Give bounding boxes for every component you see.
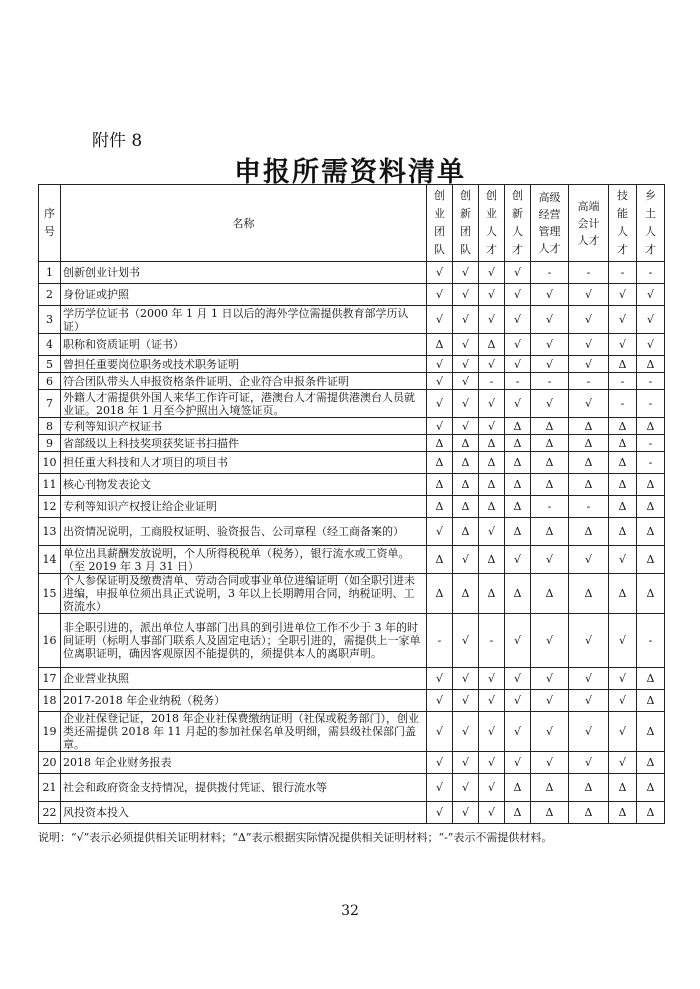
table-row xyxy=(39,334,665,356)
row-mark: Δ xyxy=(531,435,569,452)
row-mark: √ xyxy=(427,373,453,390)
row-mark: √ xyxy=(427,356,453,373)
row-mark: √ xyxy=(609,712,637,752)
row-mark: √ xyxy=(531,284,569,306)
row-index: 17 xyxy=(39,668,61,690)
row-index: 12 xyxy=(39,496,61,518)
row-mark: Δ xyxy=(453,496,479,518)
row-name: 符合团队带头人申报资格条件证明、企业符合申报条件证明 xyxy=(61,373,427,390)
table-row xyxy=(39,774,665,802)
row-mark: Δ xyxy=(479,435,505,452)
row-mark: √ xyxy=(479,668,505,690)
row-mark: Δ xyxy=(609,802,637,824)
table-row xyxy=(39,452,665,474)
row-mark: Δ xyxy=(637,774,665,802)
row-mark: Δ xyxy=(637,518,665,546)
table-row xyxy=(39,262,665,284)
table-row xyxy=(39,474,665,496)
row-mark: √ xyxy=(569,284,609,306)
row-name: 企业社保登记证，2018 年企业社保费缴纳证明（社保或税务部门），创业类还需提供 2018 年 11 月起的参加社保名单及明细，需县级社保部门盖章。 xyxy=(61,712,427,752)
row-mark: √ xyxy=(453,306,479,334)
row-mark: Δ xyxy=(637,752,665,774)
row-mark: Δ xyxy=(569,452,609,474)
row-mark: Δ xyxy=(479,546,505,574)
row-mark: √ xyxy=(531,690,569,712)
row-mark: √ xyxy=(479,712,505,752)
row-mark: - xyxy=(569,496,609,518)
row-mark: Δ xyxy=(427,546,453,574)
row-mark: √ xyxy=(531,614,569,668)
row-mark: Δ xyxy=(427,452,453,474)
row-mark: √ xyxy=(609,668,637,690)
row-mark: Δ xyxy=(569,774,609,802)
row-mark: √ xyxy=(427,284,453,306)
row-mark: √ xyxy=(453,614,479,668)
row-mark: √ xyxy=(637,284,665,306)
row-mark: √ xyxy=(569,334,609,356)
row-mark: Δ xyxy=(637,474,665,496)
row-mark: Δ xyxy=(479,334,505,356)
table-row xyxy=(39,418,665,435)
row-index: 8 xyxy=(39,418,61,435)
row-name: 出资情况说明，工商股权证明、验资报告、公司章程（经工商备案的） xyxy=(61,518,427,546)
row-mark: - xyxy=(637,390,665,418)
row-name: 省部级以上科技奖项获奖证书扫描件 xyxy=(61,435,427,452)
row-mark: Δ xyxy=(427,574,453,614)
row-mark: Δ xyxy=(479,496,505,518)
table-row xyxy=(39,546,665,574)
row-mark: Δ xyxy=(479,452,505,474)
row-name: 核心刊物发表论文 xyxy=(61,474,427,496)
row-name: 曾担任重要岗位职务或技术职务证明 xyxy=(61,356,427,373)
row-mark: Δ xyxy=(569,435,609,452)
row-mark: Δ xyxy=(505,574,531,614)
row-index: 16 xyxy=(39,614,61,668)
row-mark: Δ xyxy=(453,518,479,546)
row-index: 19 xyxy=(39,712,61,752)
row-mark: √ xyxy=(453,418,479,435)
row-mark: Δ xyxy=(531,802,569,824)
row-mark: √ xyxy=(531,752,569,774)
header-col: 创新人才 xyxy=(505,185,531,262)
row-index: 21 xyxy=(39,774,61,802)
table-row xyxy=(39,802,665,824)
row-mark: √ xyxy=(637,306,665,334)
header-row xyxy=(39,185,665,262)
row-mark: √ xyxy=(609,614,637,668)
header-col: 创新团队 xyxy=(453,185,479,262)
row-mark: √ xyxy=(427,518,453,546)
row-mark: Δ xyxy=(531,574,569,614)
table-row xyxy=(39,284,665,306)
row-mark: √ xyxy=(453,546,479,574)
row-mark: √ xyxy=(505,262,531,284)
row-mark: - xyxy=(637,614,665,668)
row-mark: √ xyxy=(427,262,453,284)
row-mark: - xyxy=(637,373,665,390)
row-index: 10 xyxy=(39,452,61,474)
header-index: 序号 xyxy=(39,185,61,262)
row-index: 3 xyxy=(39,306,61,334)
row-mark: √ xyxy=(531,356,569,373)
row-mark: Δ xyxy=(505,496,531,518)
row-mark: Δ xyxy=(453,452,479,474)
row-mark: √ xyxy=(609,752,637,774)
table-row xyxy=(39,373,665,390)
row-mark: Δ xyxy=(531,774,569,802)
row-mark: Δ xyxy=(531,452,569,474)
row-name: 2018 年企业财务报表 xyxy=(61,752,427,774)
row-mark: √ xyxy=(453,774,479,802)
row-index: 9 xyxy=(39,435,61,452)
row-mark: Δ xyxy=(609,574,637,614)
row-mark: - xyxy=(569,262,609,284)
row-index: 18 xyxy=(39,690,61,712)
row-index: 13 xyxy=(39,518,61,546)
row-mark: √ xyxy=(453,262,479,284)
row-mark: Δ xyxy=(427,474,453,496)
row-mark: √ xyxy=(531,390,569,418)
row-name: 2017-2018 年企业纳税（税务） xyxy=(61,690,427,712)
row-mark: - xyxy=(637,452,665,474)
row-mark: √ xyxy=(531,546,569,574)
row-mark: Δ xyxy=(637,668,665,690)
row-mark: √ xyxy=(637,334,665,356)
row-mark: Δ xyxy=(637,690,665,712)
row-name: 身份证或护照 xyxy=(61,284,427,306)
row-mark: Δ xyxy=(479,474,505,496)
row-mark: Δ xyxy=(453,574,479,614)
row-mark: √ xyxy=(479,306,505,334)
row-mark: √ xyxy=(427,668,453,690)
row-mark: √ xyxy=(505,284,531,306)
row-mark: Δ xyxy=(609,518,637,546)
row-mark: √ xyxy=(453,802,479,824)
row-index: 15 xyxy=(39,574,61,614)
row-mark: Δ xyxy=(531,518,569,546)
row-mark: Δ xyxy=(531,474,569,496)
row-mark: √ xyxy=(505,334,531,356)
row-name: 担任重大科技和人才项目的项目书 xyxy=(61,452,427,474)
row-index: 6 xyxy=(39,373,61,390)
materials-table xyxy=(38,184,665,824)
row-mark: √ xyxy=(531,306,569,334)
row-name: 非全职引进的，派出单位人事部门出具的到引进单位工作不少于 3 年的时间证明（标明人事部门联系人及固定电话）；全职引进的，需提供上一家单位离职证明，确因客观原因不能提供的，须提供本人的离职声明。 xyxy=(61,614,427,668)
row-mark: √ xyxy=(427,774,453,802)
header-col: 技能人才 xyxy=(609,185,637,262)
row-index: 11 xyxy=(39,474,61,496)
row-mark: Δ xyxy=(637,546,665,574)
table-row xyxy=(39,712,665,752)
row-index: 4 xyxy=(39,334,61,356)
header-name: 名称 xyxy=(61,185,427,262)
row-mark: Δ xyxy=(637,496,665,518)
row-mark: Δ xyxy=(479,574,505,614)
row-mark: Δ xyxy=(609,356,637,373)
header-col: 高级经营管理人才 xyxy=(531,185,569,262)
row-mark: Δ xyxy=(637,802,665,824)
header-col: 创业人才 xyxy=(479,185,505,262)
row-index: 20 xyxy=(39,752,61,774)
row-mark: Δ xyxy=(637,574,665,614)
row-mark: √ xyxy=(479,690,505,712)
header-col: 乡土人才 xyxy=(637,185,665,262)
page-title: 申报所需资料清单 xyxy=(234,157,466,188)
row-mark: Δ xyxy=(569,802,609,824)
row-mark: √ xyxy=(479,518,505,546)
row-mark: - xyxy=(427,614,453,668)
row-mark: √ xyxy=(609,306,637,334)
row-name: 专利等知识产权授让给企业证明 xyxy=(61,496,427,518)
attachment-label: 附件 8 xyxy=(92,131,143,151)
row-index: 5 xyxy=(39,356,61,373)
row-mark: Δ xyxy=(637,418,665,435)
row-index: 1 xyxy=(39,262,61,284)
row-mark: √ xyxy=(505,690,531,712)
row-name: 学历学位证书（2000 年 1 月 1 日以后的海外学位需提供教育部学历认证） xyxy=(61,306,427,334)
row-mark: √ xyxy=(505,546,531,574)
row-mark: √ xyxy=(569,614,609,668)
row-name: 个人参保证明及缴费清单、劳动合同或事业单位进编证明（如全职引进未进编，申报单位须出具正式说明，3 年以上长期聘用合同，纳税证明、工资流水） xyxy=(61,574,427,614)
row-mark: - xyxy=(505,373,531,390)
row-mark: √ xyxy=(453,690,479,712)
row-mark: - xyxy=(609,373,637,390)
row-mark: √ xyxy=(609,546,637,574)
legend-note: 说明：“√”表示必须提供相关证明材料；“Δ”表示根据实际情况提供相关证明材料；“-”表示不需提供材料。 xyxy=(38,831,553,844)
table-row xyxy=(39,668,665,690)
row-mark: Δ xyxy=(505,518,531,546)
row-index: 14 xyxy=(39,546,61,574)
row-mark: Δ xyxy=(505,802,531,824)
table-row xyxy=(39,435,665,452)
row-mark: √ xyxy=(505,390,531,418)
row-name: 外籍人才需提供外国人来华工作许可证，港澳台人才需提供港澳台人员就业证。2018 年 1 月至今护照出入境签证页。 xyxy=(61,390,427,418)
header-col: 创业团队 xyxy=(427,185,453,262)
row-mark: Δ xyxy=(609,774,637,802)
row-mark: Δ xyxy=(609,418,637,435)
row-mark: Δ xyxy=(569,474,609,496)
row-mark: √ xyxy=(427,802,453,824)
row-mark: √ xyxy=(427,712,453,752)
row-mark: √ xyxy=(505,356,531,373)
row-mark: Δ xyxy=(505,474,531,496)
row-mark: √ xyxy=(569,690,609,712)
row-mark: - xyxy=(531,496,569,518)
row-mark: Δ xyxy=(453,435,479,452)
row-mark: √ xyxy=(479,752,505,774)
row-mark: √ xyxy=(479,284,505,306)
row-mark: √ xyxy=(453,712,479,752)
row-mark: √ xyxy=(569,668,609,690)
row-index: 7 xyxy=(39,390,61,418)
row-mark: Δ xyxy=(609,452,637,474)
row-mark: √ xyxy=(569,390,609,418)
row-mark: - xyxy=(479,373,505,390)
row-mark: √ xyxy=(531,668,569,690)
row-mark: √ xyxy=(531,334,569,356)
row-mark: Δ xyxy=(453,474,479,496)
row-mark: √ xyxy=(505,306,531,334)
row-mark: √ xyxy=(479,390,505,418)
row-mark: - xyxy=(609,390,637,418)
row-mark: Δ xyxy=(569,574,609,614)
row-mark: Δ xyxy=(505,418,531,435)
row-name: 风投资本投入 xyxy=(61,802,427,824)
row-mark: √ xyxy=(453,284,479,306)
table-row xyxy=(39,752,665,774)
row-name: 社会和政府资金支持情况，提供拨付凭证、银行流水等 xyxy=(61,774,427,802)
row-mark: √ xyxy=(479,774,505,802)
row-mark: √ xyxy=(453,752,479,774)
row-mark: - xyxy=(569,373,609,390)
table-row xyxy=(39,690,665,712)
table-row xyxy=(39,390,665,418)
row-mark: Δ xyxy=(505,452,531,474)
row-mark: √ xyxy=(569,752,609,774)
table-row xyxy=(39,306,665,334)
row-mark: √ xyxy=(479,802,505,824)
row-mark: - xyxy=(637,435,665,452)
row-mark: √ xyxy=(609,334,637,356)
row-mark: √ xyxy=(505,668,531,690)
row-name: 创新创业计划书 xyxy=(61,262,427,284)
row-mark: √ xyxy=(479,356,505,373)
row-mark: - xyxy=(531,262,569,284)
page-number: 32 xyxy=(341,903,359,919)
row-mark: √ xyxy=(427,752,453,774)
row-mark: Δ xyxy=(637,356,665,373)
row-mark: √ xyxy=(609,690,637,712)
row-mark: √ xyxy=(609,284,637,306)
row-mark: √ xyxy=(453,390,479,418)
row-mark: - xyxy=(637,262,665,284)
row-mark: √ xyxy=(569,712,609,752)
row-mark: Δ xyxy=(609,435,637,452)
row-name: 职称和资质证明（证书） xyxy=(61,334,427,356)
row-mark: √ xyxy=(453,334,479,356)
row-mark: √ xyxy=(505,752,531,774)
row-mark: Δ xyxy=(505,774,531,802)
row-mark: √ xyxy=(427,690,453,712)
row-mark: - xyxy=(479,614,505,668)
row-mark: Δ xyxy=(637,712,665,752)
header-col: 高端会计人才 xyxy=(569,185,609,262)
row-index: 2 xyxy=(39,284,61,306)
row-name: 企业营业执照 xyxy=(61,668,427,690)
row-mark: √ xyxy=(505,712,531,752)
row-name: 专利等知识产权证书 xyxy=(61,418,427,435)
row-mark: - xyxy=(531,373,569,390)
row-mark: √ xyxy=(569,546,609,574)
row-mark: √ xyxy=(427,390,453,418)
row-name: 单位出具薪酬发放说明，个人所得税税单（税务），银行流水或工资单。（至 2019 年 3 月 31 日） xyxy=(61,546,427,574)
row-mark: √ xyxy=(427,418,453,435)
row-mark: Δ xyxy=(609,496,637,518)
row-mark: √ xyxy=(453,356,479,373)
row-mark: √ xyxy=(569,356,609,373)
table-row xyxy=(39,614,665,668)
row-mark: √ xyxy=(569,306,609,334)
row-mark: Δ xyxy=(569,418,609,435)
row-mark: Δ xyxy=(505,435,531,452)
table-row xyxy=(39,496,665,518)
row-mark: Δ xyxy=(427,496,453,518)
row-mark: Δ xyxy=(569,518,609,546)
row-mark: Δ xyxy=(609,474,637,496)
row-mark: Δ xyxy=(427,334,453,356)
row-mark: √ xyxy=(479,418,505,435)
row-mark: Δ xyxy=(531,418,569,435)
table-row xyxy=(39,518,665,546)
table-row xyxy=(39,356,665,373)
row-mark: Δ xyxy=(427,435,453,452)
row-mark: - xyxy=(609,262,637,284)
row-mark: √ xyxy=(505,614,531,668)
row-index: 22 xyxy=(39,802,61,824)
row-mark: √ xyxy=(479,262,505,284)
table-row xyxy=(39,574,665,614)
row-mark: √ xyxy=(531,712,569,752)
row-mark: √ xyxy=(453,668,479,690)
row-mark: √ xyxy=(427,306,453,334)
row-mark: √ xyxy=(453,373,479,390)
